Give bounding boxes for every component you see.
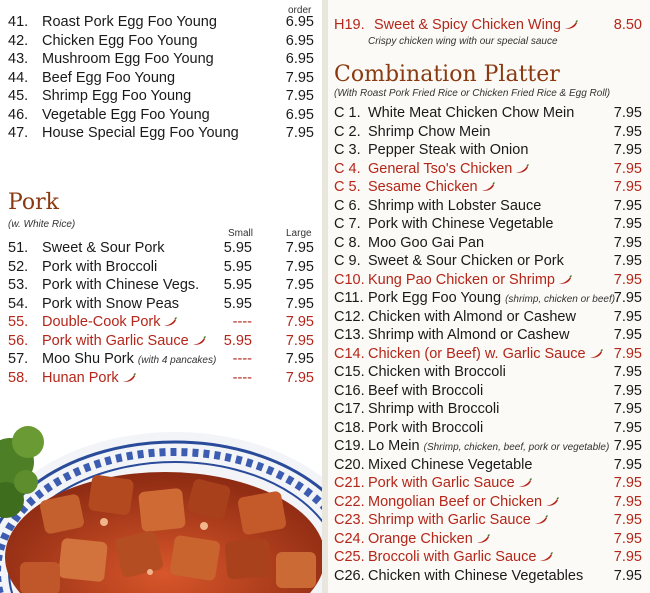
item-number: 46. bbox=[8, 106, 29, 123]
combo-section-title: Combination Platter bbox=[334, 62, 560, 87]
item-price: 7.95 bbox=[613, 382, 642, 399]
chili-pepper-icon bbox=[539, 552, 553, 562]
item-name bbox=[42, 350, 216, 370]
item-number: C19. bbox=[334, 438, 365, 454]
item-name-text: Shrimp with Broccoli bbox=[368, 401, 500, 417]
item-price: 7.95 bbox=[613, 493, 642, 510]
wing-price: 8.50 bbox=[613, 17, 642, 33]
item-name-text: Pork with Chinese Vegs. bbox=[42, 277, 200, 293]
item-price: 6.95 bbox=[285, 32, 314, 49]
item-large-price: 7.95 bbox=[285, 314, 314, 330]
menu-item bbox=[334, 197, 644, 215]
item-number: C 6. bbox=[334, 197, 361, 214]
menu-item bbox=[334, 548, 644, 566]
menu-item bbox=[334, 474, 644, 492]
item-name-text: Pork with Chinese Vegetable bbox=[368, 216, 554, 232]
menu-item bbox=[334, 141, 644, 159]
item-number: 58. bbox=[8, 369, 29, 386]
item-name bbox=[368, 493, 559, 511]
item-number: C12. bbox=[334, 308, 365, 325]
item-price: 7.95 bbox=[613, 475, 642, 491]
chili-pepper-icon bbox=[481, 182, 495, 192]
item-name-text: Moo Shu Pork bbox=[42, 351, 134, 367]
item-name bbox=[42, 313, 177, 331]
item-number: 56. bbox=[8, 332, 29, 349]
item-large-price: 7.95 bbox=[285, 258, 314, 275]
menu-item bbox=[334, 567, 644, 585]
small-column-header: Small bbox=[228, 228, 254, 239]
item-price: 7.95 bbox=[613, 549, 642, 565]
item-note: (Shrimp, chicken, beef, pork or vegetable) bbox=[423, 442, 610, 453]
item-name bbox=[368, 548, 553, 566]
item-name-text: Broccoli with Garlic Sauce bbox=[368, 549, 537, 565]
item-number: C 5. bbox=[334, 179, 361, 195]
menu-item bbox=[334, 530, 644, 548]
chili-pepper-icon bbox=[534, 515, 548, 525]
menu-item bbox=[8, 239, 314, 257]
item-small-price: 5.95 bbox=[223, 295, 252, 312]
item-number: C11. bbox=[334, 290, 364, 306]
item-number: C21. bbox=[334, 475, 365, 491]
item-price: 7.95 bbox=[613, 253, 642, 269]
menu-item bbox=[334, 326, 644, 344]
item-name-text: Shrimp with Almond or Cashew bbox=[368, 327, 570, 343]
menu-item bbox=[334, 271, 644, 289]
chili-pepper-icon bbox=[515, 164, 529, 174]
left-column bbox=[0, 0, 322, 593]
item-number: C 2. bbox=[334, 123, 361, 140]
item-name-text: Chicken with Almond or Cashew bbox=[368, 308, 576, 325]
item-name-text: Pork Egg Foo Young bbox=[368, 290, 502, 306]
item-number: 41. bbox=[8, 14, 29, 30]
item-name-text: Sweet & Sour Pork bbox=[42, 240, 165, 256]
menu-item bbox=[8, 350, 314, 368]
item-name bbox=[368, 382, 483, 400]
item-name bbox=[368, 123, 491, 141]
item-number: 51. bbox=[8, 240, 29, 256]
item-name-text: Sweet & Sour Chicken or Pork bbox=[368, 253, 564, 269]
menu-item bbox=[8, 32, 314, 50]
item-name bbox=[368, 178, 495, 196]
item-number: C 1. bbox=[334, 105, 361, 121]
item-name-text: Pork with Broccoli bbox=[368, 419, 484, 436]
item-name bbox=[368, 215, 553, 233]
wing-number: H19. bbox=[334, 17, 365, 33]
menu-item bbox=[334, 234, 644, 252]
item-price: 7.95 bbox=[613, 290, 642, 306]
wing-item bbox=[334, 16, 644, 34]
chili-pepper-icon bbox=[192, 336, 206, 346]
item-number: 45. bbox=[8, 88, 29, 104]
item-price: 6.95 bbox=[285, 51, 314, 67]
menu-item bbox=[8, 276, 314, 294]
item-note: (with 4 pancakes) bbox=[137, 355, 217, 366]
item-name: Beef Egg Foo Young bbox=[42, 69, 176, 86]
item-name: Vegetable Egg Foo Young bbox=[42, 106, 210, 123]
item-price: 7.95 bbox=[285, 88, 314, 104]
wing-description: Crispy chicken wing with our special sauce bbox=[368, 36, 558, 47]
item-small-price: ---- bbox=[232, 351, 252, 367]
item-price: 7.95 bbox=[613, 456, 642, 473]
item-name-text: Shrimp with Lobster Sauce bbox=[368, 197, 542, 214]
item-name: Shrimp Egg Foo Young bbox=[42, 88, 192, 104]
item-price: 7.95 bbox=[613, 123, 642, 140]
item-number: C14. bbox=[334, 345, 365, 362]
item-price: 7.95 bbox=[613, 216, 642, 232]
item-name-text: Mixed Chinese Vegetable bbox=[368, 456, 533, 473]
item-price: 6.95 bbox=[285, 14, 314, 30]
menu-item bbox=[8, 50, 314, 68]
item-name bbox=[368, 567, 583, 585]
item-price: 7.95 bbox=[613, 160, 642, 177]
item-number: C18. bbox=[334, 419, 365, 436]
item-name bbox=[368, 160, 529, 178]
item-small-price: 5.95 bbox=[223, 240, 252, 256]
item-number: C25. bbox=[334, 549, 365, 565]
item-name bbox=[368, 474, 532, 492]
item-name-text: Chicken with Chinese Vegetables bbox=[368, 567, 584, 584]
item-number: 47. bbox=[8, 125, 29, 141]
menu-item bbox=[334, 289, 644, 307]
item-name-text: Pork with Snow Peas bbox=[42, 295, 180, 312]
chili-pepper-icon bbox=[163, 317, 177, 327]
item-name bbox=[368, 289, 615, 309]
item-number: C 7. bbox=[334, 216, 361, 232]
item-name-text: Moo Goo Gai Pan bbox=[368, 234, 485, 251]
menu-item bbox=[334, 252, 644, 270]
item-large-price: 7.95 bbox=[285, 295, 314, 312]
item-small-price: 5.95 bbox=[223, 332, 252, 349]
item-name-text: Double-Cook Pork bbox=[42, 314, 161, 330]
item-name-text: General Tso's Chicken bbox=[368, 160, 513, 177]
item-number: C24. bbox=[334, 530, 365, 547]
item-name bbox=[42, 295, 179, 313]
menu-item bbox=[334, 123, 644, 141]
item-name bbox=[368, 141, 528, 159]
item-number: 55. bbox=[8, 314, 29, 330]
chili-pepper-icon bbox=[122, 373, 136, 383]
menu-item bbox=[8, 124, 314, 142]
item-number: C16. bbox=[334, 382, 365, 399]
item-name bbox=[368, 511, 548, 529]
menu-item bbox=[8, 87, 314, 105]
item-name-text: Chicken with Broccoli bbox=[368, 364, 506, 380]
item-number: C 9. bbox=[334, 253, 361, 269]
item-name-text: Shrimp Chow Mein bbox=[368, 123, 491, 140]
item-name-text: Sesame Chicken bbox=[368, 179, 478, 195]
chili-pepper-icon bbox=[545, 497, 559, 507]
item-price: 7.95 bbox=[285, 69, 314, 86]
menu-item bbox=[8, 332, 314, 350]
item-price: 7.95 bbox=[613, 512, 642, 528]
menu-item bbox=[334, 160, 644, 178]
item-price: 7.95 bbox=[613, 142, 642, 158]
item-small-price: ---- bbox=[232, 314, 252, 330]
item-large-price: 7.95 bbox=[285, 369, 314, 386]
item-number: C17. bbox=[334, 401, 365, 417]
item-name bbox=[42, 239, 165, 257]
item-price: 7.95 bbox=[613, 271, 642, 288]
item-name bbox=[42, 258, 157, 276]
item-name-text: Shrimp with Garlic Sauce bbox=[368, 512, 531, 528]
item-name-text: Pork with Garlic Sauce bbox=[42, 332, 189, 349]
menu-item bbox=[8, 106, 314, 124]
item-large-price: 7.95 bbox=[285, 240, 314, 256]
right-column bbox=[328, 0, 650, 593]
item-number: C10. bbox=[334, 271, 365, 288]
item-name bbox=[368, 400, 499, 418]
item-number: C13. bbox=[334, 327, 365, 343]
item-price: 7.95 bbox=[613, 197, 642, 214]
item-small-price: 5.95 bbox=[223, 277, 252, 293]
menu-item bbox=[334, 382, 644, 400]
item-name-text: Hunan Pork bbox=[42, 369, 119, 386]
item-price: 7.95 bbox=[613, 327, 642, 343]
item-name bbox=[368, 197, 541, 215]
item-name-text: Chicken (or Beef) w. Garlic Sauce bbox=[368, 345, 586, 362]
combo-section-subtitle: (With Roast Pork Fried Rice or Chicken Fried Rice & Egg Roll) bbox=[334, 88, 611, 99]
order-column-header: order bbox=[288, 5, 312, 16]
item-name bbox=[368, 308, 576, 326]
menu-item bbox=[8, 69, 314, 87]
item-name bbox=[368, 252, 564, 270]
item-large-price: 7.95 bbox=[285, 277, 314, 293]
menu-item bbox=[334, 419, 644, 437]
item-name bbox=[42, 369, 136, 387]
item-price: 7.95 bbox=[613, 179, 642, 195]
item-number: 53. bbox=[8, 277, 29, 293]
item-price: 7.95 bbox=[613, 419, 642, 436]
item-name-text: Beef with Broccoli bbox=[368, 382, 484, 399]
item-large-price: 7.95 bbox=[285, 351, 314, 367]
item-name bbox=[368, 437, 609, 457]
item-name bbox=[368, 345, 603, 363]
item-name bbox=[368, 271, 572, 289]
item-price: 7.95 bbox=[613, 364, 642, 380]
item-name bbox=[42, 332, 206, 350]
item-number: C 3. bbox=[334, 142, 361, 158]
item-price: 7.95 bbox=[613, 401, 642, 417]
item-name bbox=[368, 234, 484, 252]
large-column-header: Large bbox=[286, 228, 312, 239]
menu-item bbox=[334, 345, 644, 363]
chili-pepper-icon bbox=[476, 534, 490, 544]
pork-section-title: Pork bbox=[8, 190, 60, 215]
menu-item bbox=[334, 104, 644, 122]
menu-item bbox=[334, 308, 644, 326]
menu-item bbox=[334, 400, 644, 418]
item-small-price: 5.95 bbox=[223, 258, 252, 275]
item-name: Roast Pork Egg Foo Young bbox=[42, 14, 217, 30]
item-name-text: Orange Chicken bbox=[368, 530, 473, 547]
item-price: 7.95 bbox=[613, 530, 642, 547]
item-name-text: Pork with Broccoli bbox=[42, 258, 158, 275]
item-price: 7.95 bbox=[613, 345, 642, 362]
item-number: 52. bbox=[8, 258, 29, 275]
food-photo bbox=[0, 422, 322, 593]
menu-item bbox=[8, 369, 314, 387]
item-price: 7.95 bbox=[613, 234, 642, 251]
item-price: 7.95 bbox=[285, 125, 314, 141]
menu-item bbox=[334, 511, 644, 529]
item-name bbox=[368, 326, 569, 344]
item-number: C 8. bbox=[334, 234, 361, 251]
item-number: 54. bbox=[8, 295, 29, 312]
item-name-text: Pork with Garlic Sauce bbox=[368, 475, 515, 491]
item-name bbox=[368, 419, 483, 437]
item-name: Mushroom Egg Foo Young bbox=[42, 51, 214, 67]
item-price: 7.95 bbox=[613, 567, 642, 584]
item-name-text: Kung Pao Chicken or Shrimp bbox=[368, 271, 555, 288]
item-number: 42. bbox=[8, 32, 29, 49]
item-name-text: Mongolian Beef or Chicken bbox=[368, 493, 543, 510]
item-name-text: White Meat Chicken Chow Mein bbox=[368, 105, 575, 121]
item-name: House Special Egg Foo Young bbox=[42, 125, 239, 141]
item-price: 6.95 bbox=[285, 106, 314, 123]
item-name bbox=[42, 276, 199, 294]
item-name: Chicken Egg Foo Young bbox=[42, 32, 198, 49]
wing-name-text: Sweet & Spicy Chicken Wing bbox=[374, 17, 561, 33]
chili-pepper-icon bbox=[564, 20, 578, 30]
item-number: 57. bbox=[8, 351, 29, 367]
menu-item bbox=[8, 13, 314, 31]
chili-pepper-icon bbox=[558, 275, 572, 285]
food-photo-illustration bbox=[0, 422, 322, 593]
item-name bbox=[368, 456, 532, 474]
chili-pepper-icon bbox=[518, 478, 532, 488]
menu-item bbox=[8, 313, 314, 331]
item-name-text: Pepper Steak with Onion bbox=[368, 142, 529, 158]
item-number: C22. bbox=[334, 493, 365, 510]
item-number: C15. bbox=[334, 364, 365, 380]
item-number: C23. bbox=[334, 512, 365, 528]
item-number: C20. bbox=[334, 456, 365, 473]
pork-section-subtitle: (w. White Rice) bbox=[8, 219, 76, 230]
item-number: 44. bbox=[8, 69, 29, 86]
item-small-price: ---- bbox=[232, 369, 252, 386]
menu-item bbox=[8, 295, 314, 313]
item-name bbox=[368, 530, 490, 548]
item-name-text: Lo Mein bbox=[368, 438, 420, 454]
menu-item bbox=[334, 363, 644, 381]
item-price: 7.95 bbox=[613, 105, 642, 121]
item-price: 7.95 bbox=[613, 308, 642, 325]
item-price: 7.95 bbox=[613, 438, 642, 454]
item-note: (shrimp, chicken or beef) bbox=[505, 294, 616, 305]
item-number: C26. bbox=[334, 567, 365, 584]
item-name bbox=[368, 104, 574, 122]
wing-name bbox=[374, 16, 578, 34]
item-name bbox=[368, 363, 506, 381]
menu-item bbox=[334, 178, 644, 196]
menu-item bbox=[334, 493, 644, 511]
menu-item bbox=[334, 215, 644, 233]
item-number: 43. bbox=[8, 51, 29, 67]
item-number: C 4. bbox=[334, 160, 361, 177]
menu-item bbox=[334, 456, 644, 474]
item-large-price: 7.95 bbox=[285, 332, 314, 349]
menu-item bbox=[334, 437, 644, 455]
menu-item bbox=[8, 258, 314, 276]
